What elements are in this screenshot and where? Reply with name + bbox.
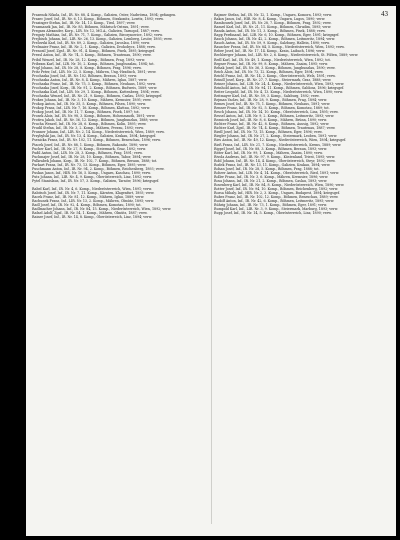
- document-page: [26, 6, 396, 536]
- list-entry: Renner Franz, Inf., IR. Nr. 92, 5. Komp., Böhmen, Komotau, 1889; tot.: [214, 106, 330, 111]
- list-entry: Rafael Adolf, Zgsf., IR. Nr. 54, 1. Komp., Mähren, Olmütz, 1887; verw.: [32, 211, 148, 216]
- list-entry: Rasch Johann, Inf., IR. Nr. 42, 2. Komp., Böhmen, Leitmeritz, 1894; verw.: [214, 37, 336, 42]
- list-entry: Rameš Karl, Inf., IR. Nr. 21, 11. Komp., Böhmen, Chrudim, 1895; verw.: [214, 25, 332, 30]
- list-entry: Reindl Josef, Korp., IR. Nr. 27, 7. Komp., Steiermark, Graz, 1888; verw.: [214, 77, 332, 82]
- list-entry: Prochazka Franz, Inf., IR. Nr. 75, 3. Komp., Böhmen, Neuhaus, 1892; verw.: [32, 81, 156, 86]
- list-entry: Ritter Karl, Inf., IR. Nr. 99, 1. Komp., Mähren, Znaim, 1890; verw.: [214, 150, 323, 155]
- list-entry: Rakos Janos, Inf., HIR. Nr. 8, 4. Komp., Ungarn, Lugos, 1890; verw.: [214, 17, 326, 22]
- list-entry: Rudolf Anton, Inf., IR. Nr. 42, 6. Komp., Böhmen, Leitmeritz, 1895; verw.: [214, 199, 335, 204]
- list-entry: Putz Johann, Inf., LIR. Nr. 4, 9. Komp., Oberösterreich, Linz, 1892; verw.: [32, 174, 152, 179]
- right-column: [214, 13, 390, 533]
- list-entry: Pregaty Mathias, Inf., IR. Nr. 71, 7. Komp., Galizien, Bieczynowice, 1892; verw.: [32, 33, 163, 38]
- list-entry: Reiner Johann, Inf., LIR. Nr. 24, 4. Komp., Niederösterreich, Wien, 1893; verw.: [214, 81, 345, 86]
- list-entry: Rauch Anton, Inf., IR. Nr. 59, 9. Komp., Salzburg, Hallein, 1890; verw.: [214, 41, 330, 46]
- list-entry: Richter Franz, Inf., IR. Nr. 42, 8. Komp., Böhmen, Aussig, 1892; verw.: [214, 122, 330, 127]
- list-entry: Pribil Wenzel, Inf., IR. Nr. 28, 12. Komp., Böhmen, Prag, 1893; verw.: [32, 57, 146, 62]
- list-entry: Pulkrabek Johann, Korp., IR. Nr. 102, 7. Komp., Böhmen, Beraun, 1888; tot.: [32, 158, 158, 163]
- list-entry: Prokop Anton, Inf., IR. Nr. 35, 5. Komp., Böhmen, Pilsen, 1890; verw.: [32, 102, 146, 107]
- list-entry: Rivola Andreas, Inf., IR. Nr. 97, 9. Komp., Küstenland, Triest, 1895; verw.: [214, 154, 336, 159]
- list-entry: Prazinger Stefan, Inf., IR. Nr. 14, 13. Komp., Tirol, 1897; verw.: [32, 21, 136, 26]
- list-entry: Prazenok Nikola, Inf., IR. Nr. 88, 4. Komp., Galizien, Oster, Nadwórna, 1894; gefangen.: [32, 13, 177, 17]
- list-entry: Rehak Josef, Inf., IR. Nr. 36, 3. Komp., Böhmen, Jungbunzlau, 1890; verw.: [214, 65, 336, 70]
- list-entry: Remes Josef, Inf., IR. Nr. 75, 1. Komp., Böhmen, Neuhaus, 1891; verw.: [214, 102, 331, 107]
- list-entry: Rieß Franz, Inf., LIR. Nr. 21, 7. Komp., Niederösterreich, Krems, 1889; verw.: [214, 142, 342, 147]
- list-entry: Rapp Ferdinand, Inf., LIR. Nr. 6, 10. Komp., Böhmen, Eger, 1891; kriegsgef.: [214, 33, 340, 38]
- list-entry: Prelmaier Franz, Inf., IR. Nr. 2, 1. Komp., Galizien, Drohobycz, 1888; verw.: [32, 45, 156, 50]
- list-entry: Rohan Josef, Inf., IR. Nr. 28, 5. Komp., Böhmen, Prag, 1888; tot.: [214, 166, 320, 171]
- list-entry: Prelovski Karl, Inf., IR. Nr. 89, 2. Komp., Galizien, Jaroslau, 1890; verw.: [32, 41, 150, 46]
- list-entry: Regner Franz, Inf., IR. Nr. 99, 8. Komp., Mähren, Znaim, 1895; verw.: [214, 61, 328, 66]
- list-entry: Rainer Josef, Inf., IR. Nr. 14, 8. Komp., Oberösterreich, Linz, 1894; verw.: [32, 215, 153, 220]
- list-entry: Puchmajer Josef, Inf., IR. Nr. 28, 10. Komp., Böhmen, Tabor, 1894; verw.: [32, 154, 152, 159]
- list-entry: Reznicek Josef, Inf., IR. Nr. 8, 6. Komp., Mähren, Brünn, 1890; verw.: [214, 118, 327, 123]
- list-entry: Rabel Karl, Inf., IR. Nr. 4, 6. Komp., Niederösterreich, Wien, 1891; verw.: [32, 186, 152, 191]
- list-entry: Rosenberg Karl, Inf., IR. Nr. 84, 8. Komp., Niederösterreich, Wien, 1890; verw.: [214, 182, 345, 187]
- list-entry: Richter Karl, Zgsf., IR. Nr. 74, 4. Komp., Böhmen, Trautenau, 1887; verw.: [214, 126, 336, 131]
- list-entry: Prigl Johann, Inf., IR. Nr. 28, 8. Komp., Böhmen, Prag, 1896; verw.: [32, 65, 142, 70]
- list-entry: Rabitsch Josef, Inf., IR. Nr. 7, 11. Komp., Kärnten, Klagenfurt, 1893; verw.: [32, 191, 155, 196]
- list-entry: Rohrer Anton, Inf., LIR. Nr. 4, 14. Komp., Oberösterreich, Ried, 1891; verw.: [214, 170, 340, 175]
- list-entry: Radlmacher Johann, Inf., IR. Nr. 84, 15. Komp., Niederösterreich, Wien, 1892; verw.: [32, 207, 172, 212]
- list-entry: Rozsa Mihaly, Inf., HIR. Nr. 2, 3. Komp., Ungarn, Budapest, 1894; kriegsgef.: [214, 191, 340, 196]
- list-entry: Rachunek Franz, Inf., LIR. Nr. 13, 2. Komp., Mähren, Olmütz, 1895; verw.: [32, 199, 155, 204]
- list-entry: Przybylski Jan, Inf., IR. Nr. 13, 4. Komp., Galizien, Krakau, 1894; kriegsgef.: [32, 134, 157, 139]
- list-entry: Pribram Karl, Inf., LIR. Nr. 10, 2. Komp., Böhmen, Jungbunzlau, 1894; tot.: [32, 61, 155, 66]
- list-entry: Prudil Stefan, Inf., IR. Nr. 3, 2. Komp., Mähren, Prerau, 1893; verw.: [32, 126, 144, 131]
- list-entry: Ptacek Josef, Inf., IR. Nr. 88, 1. Komp., Böhmen, Rakonitz, 1890; verw.: [32, 142, 149, 147]
- list-entry: Rodek Franz, Inf., IR. Nr. 13, 11. Komp., Galizien, Krakau, 1894; verw.: [214, 162, 331, 167]
- list-entry: Pressl Anton, Inf., IR. Nr. 74, 3. Komp., Böhmen, Trautenau, 1890; verw.: [32, 53, 152, 58]
- list-entry: Reiter Leopold, Inf., IR. Nr. 4, 13. Komp., Niederösterreich, Wien, 1890; verw.: [214, 89, 343, 94]
- list-entry: Prochazka Karl, Inf., LIR. Nr. 29, 1. Komp., Böhmen, Kuttenberg, 1894; verw.: [32, 89, 160, 94]
- list-entry: Robl Johann, Inf., IR. Nr. 14, 4. Komp., Oberösterreich, Steyr, 1892; verw.: [214, 158, 336, 163]
- list-entry: Psenicka Franz, Inf., IR. Nr. 102, 11. Komp., Böhmen, Beneschau, 1896; verw.: [32, 138, 161, 143]
- list-entry: Puskas Janos, Inf., HIR. Nr. 16, 5. Komp., Ungarn, Kaschau, 1890; verw.: [32, 170, 151, 175]
- list-entry: Reichl Franz, Inf., IR. Nr. 14, 2. Komp., Oberösterreich, Wels, 1891; verw.: [214, 73, 336, 78]
- list-entry: Radl Josef, Inf., IR. Nr. 92, 4. Komp., Böhmen, Komotau, 1890; tot.: [32, 203, 142, 208]
- list-entry: Prazmanek Jan, Inf., IR. Nr. 85, Böhmen, Mährisch-Ostrau, 1891; verw.: [32, 25, 150, 30]
- list-entry: Ressel Anton, Inf., LIR. Nr. 9, 2. Komp., Böhmen, Leitmeritz, 1893; verw.: [214, 114, 335, 119]
- list-entry: Puschmann Anton, Inf., IR. Nr. 94, 2. Komp., Böhmen, Reichenberg, 1893; verw.: [32, 166, 165, 171]
- list-entry: Prokes Johann, Inf., IR. Nr. 3, 10. Komp., Mähren, Kremsier, 1895; verw.: [32, 97, 152, 102]
- list-entry: Randa Anton, Inf., IR. Nr. 11, 3. Komp., Böhmen, Pisek, 1888; verw.: [214, 29, 326, 34]
- list-entry: Rotter Josef, Inf., IR. Nr. 94, 10. Komp., Böhmen, Reichenberg, 1892; verw.: [214, 187, 339, 192]
- list-entry: Pritz Peter, Inf., LIR. Nr. 22, 5. Komp., Mähren, Ung.-Hradisch, 1891; verw.: [32, 69, 157, 74]
- list-entry: Prokop Franz, Inf., LIR. Nr. 7, 16. Komp., Böhmen, Klattau, 1892; verw.: [32, 106, 151, 111]
- list-entry: Reinhold Anton, Inf., IR. Nr. 94, 11. Komp., Böhmen, Gablonz, 1896; kriegsgef.: [214, 85, 345, 90]
- list-entry: Prokop Josef, Inf., IR. Nr. 11, 7. Komp., Böhmen, Pisek, 1897; tot.: [32, 110, 140, 115]
- list-entry: Rosa Johann, Inf., IR. Nr. 21, 2. Komp., Böhmen, Caslau, 1893; verw.: [214, 178, 328, 183]
- list-entry: Prosek Alois, Inf., IR. Nr. 98, 3. Komp., Böhmen, Hohenmauth, 1891; verw.: [32, 114, 156, 119]
- page-number: 43: [381, 10, 388, 18]
- list-entry: Racek Franz, Inf., IR. Nr. 81, 12. Komp., Mähren, Iglau, 1889; verw.: [32, 195, 145, 200]
- list-entry: Reber Josef, Inf., IR. Nr. 17, 14. Komp., Krain, Laibach, 1896; verw.: [214, 49, 326, 54]
- list-entry: Pytel Stanislaus, Inf., IR. Nr. 57, 3. Komp., Galizien, Tarnów, 1896; kriegsgef.: [32, 178, 160, 183]
- list-entry: Rechberger Johann, Inf., LIR. Nr. 2, 6. Komp., Niederösterreich, St. Pölten, 1889; verw.: [214, 53, 359, 58]
- list-entry: Prejbisch Johann, Inf., LIR. Nr. 26, 13. Komp., Galizien, Lemberg, Lesów, 1893; verw.: [32, 37, 173, 42]
- list-entry: Rippel Josef, Inf., IR. Nr. 88, 3. Komp., Böhmen, Beraun, 1893; verw.: [214, 146, 328, 151]
- list-entry: Ries Anton, Inf., IR. Nr. 49, 12. Komp., Niederösterreich, Wien, 1894; kriegsgef.: [214, 138, 347, 143]
- list-entry: Riedl Josef, Inf., IR. Nr. 73, 15. Komp., Böhmen, Eger, 1896; verw.: [214, 130, 323, 135]
- list-entry: Roller Franz, Inf., IR. Nr. 3, 6. Komp., Mähren, Kremsier, 1896; verw.: [214, 174, 329, 179]
- list-entry: Protiva Jakob, Inf., IR. Nr. 36, 12. Komp., Böhmen, Jungbunzlau, 1888; verw.: [32, 118, 159, 123]
- list-entry: Resch Johann, Inf., IR. Nr. 14, 10. Komp., Oberösterreich, Linz, 1895; verw.: [214, 110, 339, 115]
- left-column: [32, 13, 208, 533]
- list-entry: Prucha Wenzel, Inf., IR. Nr. 28, 6. Komp., Böhmen, Kolin, 1895; verw.: [32, 122, 147, 127]
- list-entry: Prochazka Wenzel, Inf., IR. Nr. 21, 9. Komp., Böhmen, Caslau, 1893; kriegsgef.: [32, 93, 163, 98]
- list-entry: Rejman Vaclav, Inf., IR. Nr. 28, 9. Komp., Böhmen, Prag, 1894; verw.: [214, 97, 328, 102]
- list-entry: Redl Karl, Inf., IR. Nr. 49, 1. Komp., Niederösterreich, Wien, 1892; tot.: [214, 57, 331, 62]
- list-entry: Reich Alois, Inf., IR. Nr. 73, 12. Komp., Böhmen, Eger, 1894; verw.: [214, 69, 324, 74]
- list-entry: Rauscher Franz, Inf., IR. Nr. 84, 5. Komp., Niederösterreich, Wien, 1893; verw.: [214, 45, 345, 50]
- list-entry: Reitmayer Karl, Inf., IR. Nr. 59, 3. Komp., Salzburg, 1892; verw.: [214, 93, 320, 98]
- list-entry: Rumpold Karl, Inf., LIR. Nr. 3, 9. Komp., Steiermark, Marburg, 1893; verw.: [214, 207, 339, 212]
- list-entry: Prochaska Josef, Inf., IR. Nr. 102, Böhmen, Beraun, 1893; verw.: [32, 73, 137, 78]
- column-divider: [211, 18, 212, 524]
- list-entry: Rubes Franz, Inf., IR. Nr. 102, 12. Komp., Böhmen, Beneschau, 1889; verw.: [214, 195, 339, 200]
- list-entry: Prunner Johann, Inf., LIR. Nr. 2, 14. Komp., Niederösterreich, Wien, 1889; verw.: [32, 130, 165, 135]
- list-entry: Prazec Josef, Inf., IR. Nr. 6, 13. Komp., Böhmen, Strakonitz, Lowitz, 1893; verw.: [32, 17, 164, 22]
- list-entry: Pucher Karl, Inf., IR. Nr. 27, 8. Komp., Steiermark, Graz, 1892; verw.: [32, 146, 146, 151]
- list-entry: Prochazka Anton, Inf., IR. Nr. 8, 4. Komp., Mähren, Iglau, 1887; verw.: [32, 77, 148, 82]
- list-entry: Prenosil Josef, Zgsf., IR. Nr. 91, 4. Komp., Böhmen, Pisek, 1895; kriegsgef.: [32, 49, 155, 54]
- list-entry: Purkart Franz, Inf., IR. Nr. 73, 13. Komp., Böhmen, Eger, 1895; verw.: [32, 162, 147, 167]
- list-entry: Rajzner Stefan, Inf., IR. Nr. 12, 1. Komp., Ungarn, Komorn, 1893; verw.: [214, 13, 332, 17]
- list-entry: Prochazka Josef, Korp., IR. Nr. 91, 2. Komp., Böhmen, Budweis, 1889; verw.: [32, 85, 158, 90]
- list-entry: Rambousek Josef, Inf., IR. Nr. 28, 7. Komp., Böhmen, Prag, 1892; verw.: [214, 21, 332, 26]
- list-entry: Rührig Johann, Inf., IR. Nr. 73, 1. Komp., Böhmen, Eger, 1891; verw.: [214, 203, 327, 208]
- list-entry: Pregara Alexander, Korp., LIR. Nr. 12, MG.A., Galizien, Tarnopol, 1887; verw.: [32, 29, 160, 34]
- list-entry: Riegler Johann, Inf., IR. Nr. 27, 2. Komp., Steiermark, Leoben, 1891; verw.: [214, 134, 338, 139]
- list-entry: Pudil Anton, Inf., LIR. Nr. 28, 3. Komp., Böhmen, Prag, 1891; verw.: [32, 150, 143, 155]
- list-entry: Rupp Josef, Inf., IR. Nr. 14, 5. Komp., Oberösterreich, Linz, 1890; verw.: [214, 211, 332, 216]
